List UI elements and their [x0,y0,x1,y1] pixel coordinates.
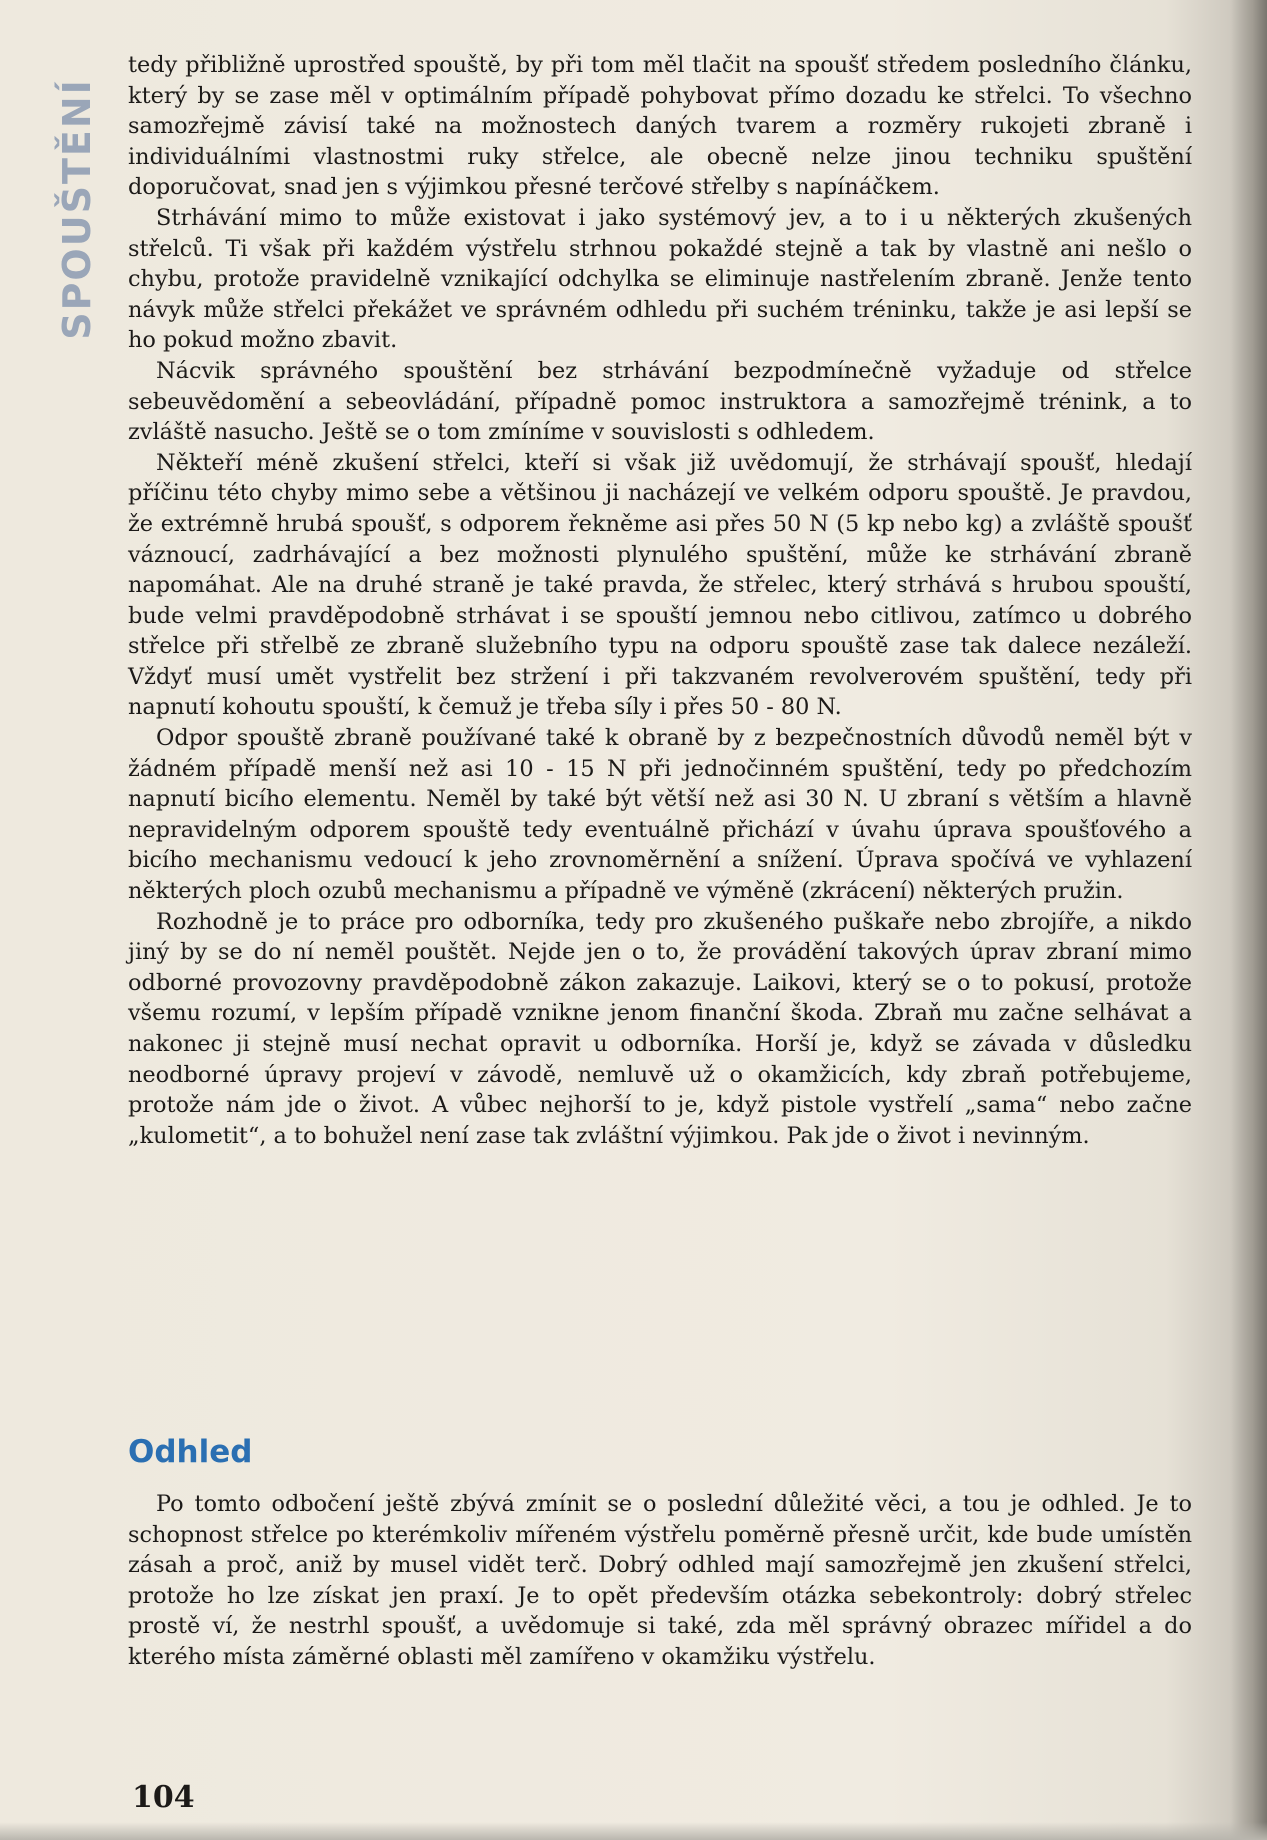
chapter-side-header [48,50,106,368]
paragraph: Nácvik správného spouštění bez strhávání bezpodmínečně vyžaduje od střelce sebeuvědomění a sebeovládání, případně pomoc instruktora a samozřejmě trénink, a to zvláště nasucho. Ještě se o tom zmíníme v souvislosti s odhledem. [128,357,1192,446]
section-heading: Odhled [128,1434,253,1470]
body-text [128,50,1192,1151]
paragraph: Rozhodně je to práce pro odborníka, tedy pro zkušeného puškaře nebo zbrojíře, a nikdo jiný by se do ní neměl pouštět. Nejde jen o to, že provádění takových úprav zbraní mimo odborné provozovny pravděpodobně zákon zakazuje. Laikovi, který se o to pokusí, protože všemu rozumí, v lepším případě vznikne jenom finanční škoda. Zbraň mu začne selhávat a nakonec ji stejně musí nechat opravit u odborníka. Horší je, když se závada v důsledku neodborné úpravy projeví v závodě, nemluvě už o okamžicích, kdy zbraň potřebujeme, protože nám jde o život. A vůbec nejhorší to je, když pistole vystřelí „sama“ nebo začne „kulometit“, a to bohužel není zase tak zvláštní výjimkou. Pak jde o život i nevinným. [128,908,1192,1149]
paragraph: Někteří méně zkušení střelci, kteří si však již uvědomují, že strhávají spoušť, hledají příčinu této chyby mimo sebe a většinou ji nacházejí ve velkém odporu spouště. Je pravdou, že extrémně hrubá spoušť, s odporem řekněme asi přes 50 N (5 kp nebo kg) a zvláště spoušť váznoucí, zadrhávající a bez možnosti plynulého spuštění, může ke strhávání zbraně napomáhat. Ale na druhé straně je také pravda, že střelec, který strhává s hrubou spouští, bude velmi pravděpodobně strhávat i se spouští jemnou nebo citlivou, zatímco u dobrého střelce při střelbě ze zbraně služebního typu na odporu spouště zase tak dalece nezáleží. Vždyť musí umět vystřelit bez stržení i při takzvaném revolverovém spuštění, tedy při napnutí kohoutu spouští, k čemuž je třeba síly i přes 50 - 80 N. [128,449,1192,721]
paragraph: Po tomto odbočení ještě zbývá zmínit se o poslední důležité věci, a tou je odhled. Je to schopnost střelce po kterémkoliv mířeném výstřelu poměrně přesně určit, kde bude umístěn zásah a proč, aniž by musel vidět terč. Dobrý odhled mají samozřejmě jen zkušení střelci, protože ho lze získat jen praxí. Je to opět především otázka sebekontroly: dobrý střelec prostě ví, že nestrhl spoušť, a uvědomuje si také, zda měl správný obrazec mířidel a do kterého místa záměrné oblasti měl zamířeno v okamžiku výstřelu. [128,1491,1192,1670]
section-text [128,1489,1192,1673]
page-bottom-edge [0,1822,1267,1840]
paragraph: Strhávání mimo to může existovat i jako systémový jev, a to i u některých zkušených střelců. Ti však při každém výstřelu strhnou pokaždé stejně a tak by vlastně ani nešlo o chybu, protože pravidelně vznikající odchylka se eliminuje nastřelením zbraně. Jenže tento návyk může střelci překážet ve správném odhledu při suchém tréninku, takže je asi lepší se ho pokud možno zbavit. [128,204,1192,354]
page-number: 104 [132,1780,195,1815]
paragraph: tedy přibližně uprostřed spouště, by při tom měl tlačit na spoušť středem posledního článku, který by se zase měl v optimálním případě pohybovat přímo dozadu ke střelci. To všechno samozřejmě závisí také na možnostech daných tvarem a rozměry rukojeti zbraně i individuálními vlastnostmi ruky střelce, ale obecně nelze jinou techniku spuštění doporučovat, snad jen s výjimkou přesné terčové střelby s napínáčkem. [128,52,1192,201]
page-edge-shadow [1231,0,1267,1840]
chapter-side-header-label: SPOUŠTĚNÍ [55,78,99,340]
paragraph: Odpor spouště zbraně používané také k obraně by z bezpečnostních důvodů neměl být v žádném případě menší než asi 10 - 15 N při jednočinném spuštění, tedy po předchozím napnutí bicího elementu. Neměl by také být větší než asi 30 N. U zbraní s větším a hlavně nepravidelným odporem spouště tedy eventuálně přichází v úvahu úprava spoušťového a bicího mechanismu vedoucí k jeho zrovnoměrnění a snížení. Úprava spočívá ve vyhlazení některých ploch ozubů mechanismu a případně ve výměně (zkrácení) některých pružin. [128,725,1192,905]
